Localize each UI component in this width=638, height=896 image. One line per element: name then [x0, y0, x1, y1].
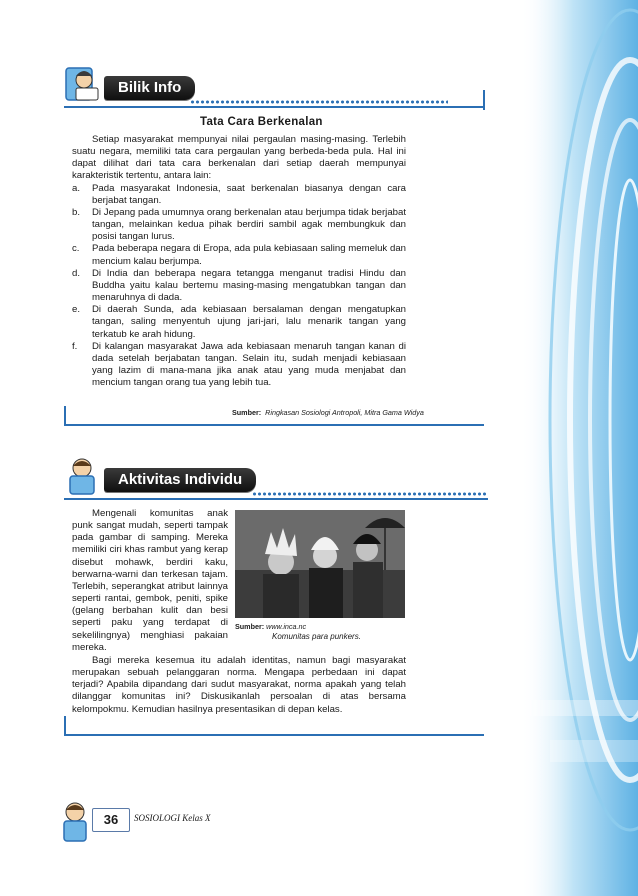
punk-community-photo [235, 510, 405, 618]
list-item: b. Di Jepang pada umumnya orang berkenalan atau berjumpa tidak berjabat tangan, melainkan kedua pihak berdiri sambil agak membungkuk dan posisi tangan lurus. [72, 206, 406, 243]
aktivitas-paragraph-2: Bagi mereka kesemua itu adalah identitas, namun bagi masyarakat merupakan sebuah pelanggaran norma. Mengapa perbedaan ini dapat terjadi? Apabila dipandang dari sudut masyarakat, norma apakah yang telah dilanggar komunitas ini? Diskusikanlah persoalan di atas bersama kelompokmu. Kemudian hasilnya presentasikan di depan kelas. [72, 655, 406, 715]
list-item: d. Di India dan beberapa negara tetangga menganut tradisi Hindu dan Buddha yaitu kalau bertemu masing-masing mengatubkan tangan dan menaruhnya di dada. [72, 267, 406, 304]
top-divider [64, 106, 484, 108]
cartoon-reader-icon [64, 64, 106, 104]
aktivitas-header [64, 456, 444, 496]
intro-paragraph: Setiap masyarakat mempunyai nilai pergaulan masing-masing. Terlebih suatu negara, memiliki tata cara pergaulan yang berbeda-beda pula. Hal ini dapat dilihat dari tata cara berkenalan dari setiap daerah mempunyai karakteristik tertentu, antara lain: [72, 134, 406, 182]
footer-book-title: SOSIOLOGI Kelas X [134, 813, 211, 823]
aktivitas-paragraph-1: Mengenali komunitas anak punk sangat mudah, seperti tampak pada gambar di samping. Mereka memiliki ciri khas rambut yang kerap disebut mohawk, berdiri kaku, berwarna-warni dan terkesan tajam. Terlebih, seperangkat atribut lainnya seperti rantai, gembok, peniti, spike (gelang berbahan kulit dan besi seperti paku yang terdapat di sekelilingnya) menghiasi pakaian mereka. [72, 508, 228, 653]
section-title: Tata Cara Berkenalan [200, 116, 323, 128]
header-dots [252, 491, 488, 497]
aktivitas-label: Aktivitas Individu [104, 468, 256, 492]
bilik-info-body [72, 134, 406, 389]
custom-list [72, 183, 406, 390]
bottom-divider [64, 424, 484, 426]
list-item: e. Di daerah Sunda, ada kebiasaan bersalaman dengan mengatupkan tangan, saling menyentuh ujung jari-jari, lalu menarik tangan yang terkatub ke arah hidung. [72, 304, 406, 340]
bilik-info-header [64, 64, 444, 104]
decorative-swirl-background [520, 0, 638, 896]
page-number: 36 [92, 808, 130, 832]
cartoon-student-icon [64, 456, 106, 496]
bilik-info-source: Sumber: Ringkasan Sosiologi Antropoli, Mitra Gama Widya [232, 408, 424, 417]
right-bracket [483, 90, 485, 110]
photo-caption: Komunitas para punkers. [272, 632, 361, 641]
list-item: c. Pada beberapa negara di Eropa, ada pula kebiasaan saling memeluk dan mencium kalau berjumpa. [72, 243, 406, 267]
list-item: a. Pada masyarakat Indonesia, saat berkenalan biasanya dengan cara berjabat tangan. [72, 182, 406, 206]
list-item: f. Di kalangan masyarakat Jawa ada kebiasaan menaruh tangan kanan di dada setelah berjabatan tangan. Selain itu, sudah menjadi kebiasaan yang lazim di mana-mana jika anak atau yang muda menjabat dan mencium tangan orang tua yang lebih tua. [72, 340, 406, 389]
photo-source: Sumber: www.inca.nc [235, 622, 307, 631]
aktivitas-left-bracket [64, 716, 66, 736]
aktivitas-bottom-divider [64, 734, 484, 736]
header-dots [190, 99, 448, 105]
bilik-info-label: Bilik Info [104, 76, 195, 100]
aktivitas-top-divider [64, 498, 488, 500]
left-bracket [64, 406, 66, 426]
footer-mascot-icon [58, 800, 92, 844]
